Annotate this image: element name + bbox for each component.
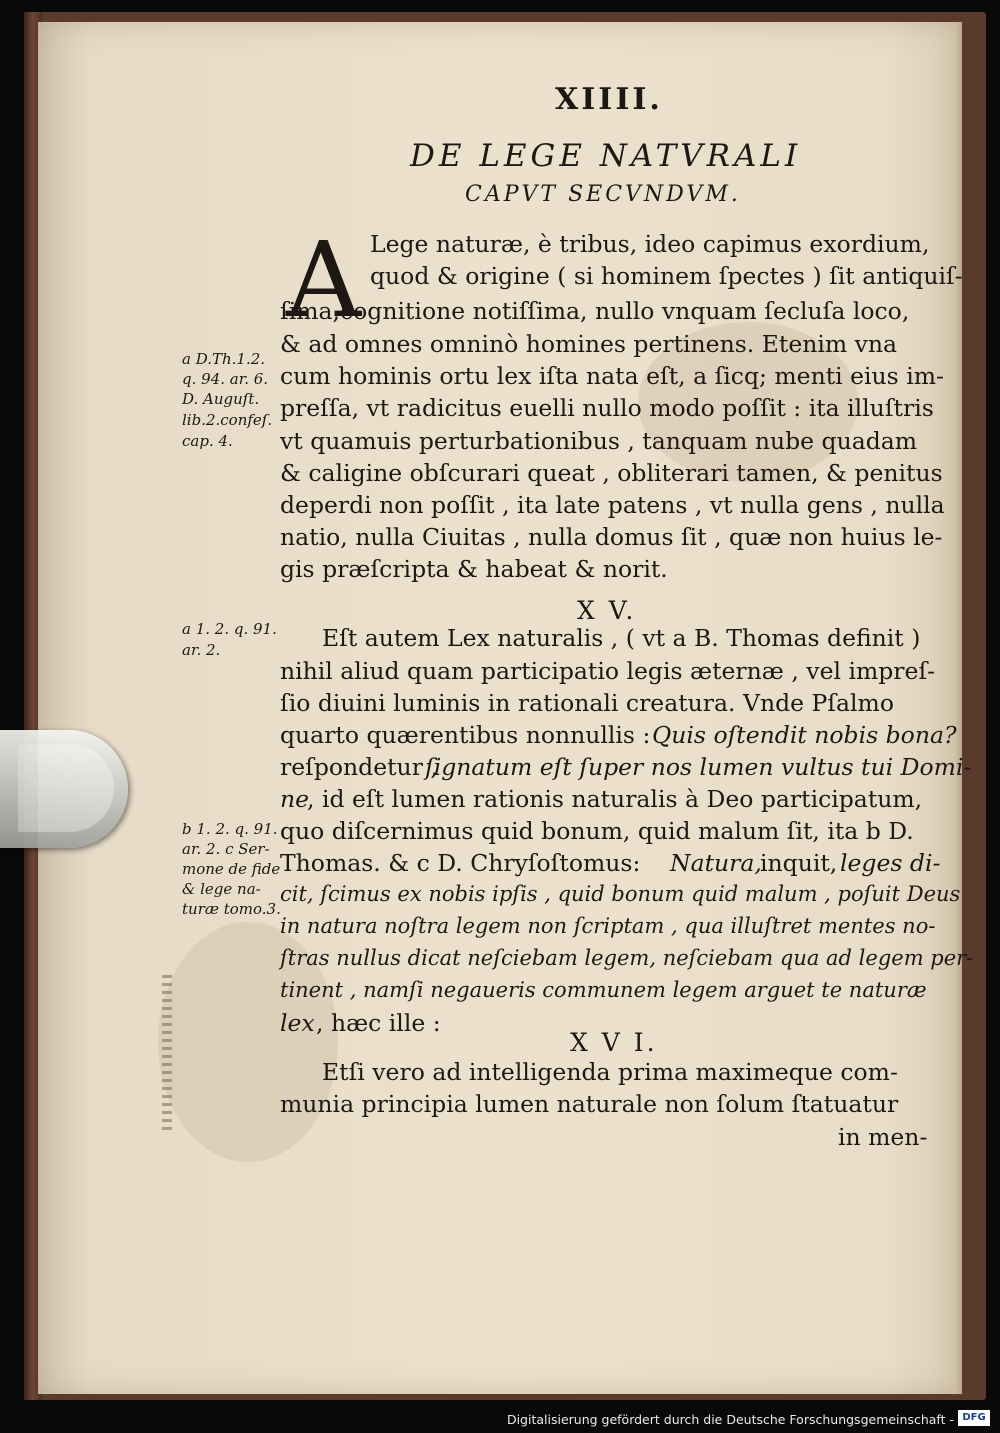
margin-note: q. 94. ar. 6. xyxy=(182,370,269,388)
text-line: Etſi vero ad intelligenda prima maximeque com- xyxy=(322,1058,898,1086)
margin-note: cap. 4. xyxy=(182,432,233,450)
text-line: inquit, xyxy=(760,849,838,877)
chapter-title: DE LEGE NATVRALI xyxy=(410,138,802,174)
text-line: reſpondetur , xyxy=(280,753,438,781)
text-line: vt quamuis perturbationibus , tanquam nube quadam xyxy=(280,427,918,455)
text-line: Thomas. & c D. Chryſoſtomus: xyxy=(280,849,641,877)
text-line: & caligine obſcurari queat , obliterari tamen, & penitus xyxy=(280,459,943,487)
text-line: munia principia lumen naturale non ſolum ſtatuatur xyxy=(280,1090,899,1118)
margin-note: ar. 2. c Ser- xyxy=(182,840,270,858)
margin-note: a D.Th.1.2. xyxy=(182,350,266,368)
text-line: deperdi non poſſit , ita late patens , vt nulla gens , nulla xyxy=(280,491,945,519)
margin-note: lib.2.confeſ. xyxy=(182,411,273,429)
text-line-italic: ne xyxy=(280,785,310,813)
text-line-italic: Natura, xyxy=(670,849,762,877)
text-line-italic: cit, ſcimus ex nobis ipſis , quid bonum quid malum , poſuit Deus xyxy=(280,882,961,906)
footer-bar xyxy=(0,1406,1000,1433)
text-line-italic: tinent , namſi negaueris communem legem arguet te naturæ xyxy=(280,978,927,1002)
text-line: gis præſcripta & habeat & norit. xyxy=(280,555,668,583)
funding-credit: Digitalisierung gefördert durch die Deutsche Forschungsgemeinschaft - xyxy=(506,1412,954,1427)
page-clip xyxy=(0,730,128,848)
text-line: ſima,cognitione notiſſima, nullo vnquam ſecluſa loco, xyxy=(280,297,910,325)
text-line-italic: Quis oſtendit nobis bona? xyxy=(652,721,957,749)
catchword: in men- xyxy=(838,1123,928,1151)
section-heading: X V I. xyxy=(570,1028,658,1057)
text-line: & ad omnes omninò homines pertinens. Etenim vna xyxy=(280,330,898,358)
page-edge xyxy=(956,22,962,1394)
chapter-subtitle: CAPVT SECVNDVM. xyxy=(465,182,741,207)
text-line-italic: lex xyxy=(280,1009,315,1037)
text-line-italic: in natura noſtra legem non ſcriptam , qua illuſtret mentes no- xyxy=(280,914,936,938)
text-line: ſio diuini luminis in rationali creatura. Vnde Pſalmo xyxy=(280,689,894,717)
margin-note: & lege na- xyxy=(182,880,261,898)
text-line: , hæc ille : xyxy=(316,1009,441,1037)
page-clip-highlight xyxy=(18,744,114,832)
text-line: , id eſt lumen rationis naturalis à Deo participatum, xyxy=(307,785,923,813)
margin-note: ar. 2. xyxy=(182,641,221,659)
page-number: XIIII. xyxy=(555,82,663,117)
text-line-italic: ſignatum eſt ſuper nos lumen vultus tui Domi- xyxy=(425,753,972,781)
margin-scribble xyxy=(162,975,172,1135)
text-line: quo diſcernimus quid bonum, quid malum ſit, ita b D. xyxy=(280,817,914,845)
margin-note: a 1. 2. q. 91. xyxy=(182,620,277,638)
text-line: cum hominis ortu lex iſta nata eſt, a ſicq; menti eius im- xyxy=(280,362,944,390)
text-line: preſſa, vt radicitus euelli nullo modo poſſit : ita illuſtris xyxy=(280,394,934,422)
text-line: Lege naturæ, è tribus, ideo capimus exordium, xyxy=(370,230,930,258)
dfg-logo-icon: DFG xyxy=(958,1410,990,1426)
text-line-italic: ſtras nullus dicat neſciebam legem, neſciebam qua ad legem per- xyxy=(280,946,974,970)
text-line-italic: leges di- xyxy=(840,849,941,877)
margin-note: mone de fide xyxy=(182,860,281,878)
text-line: natio, nulla Ciuitas , nulla domus ſit , quæ non huius le- xyxy=(280,523,943,551)
margin-note: b 1. 2. q. 91. xyxy=(182,820,278,838)
text-line: nihil aliud quam participatio legis æternæ , vel impreſ- xyxy=(280,657,936,685)
margin-note: D. Auguſt. xyxy=(182,390,260,408)
text-line: Eſt autem Lex naturalis , ( vt a B. Thomas definit ) xyxy=(322,624,921,652)
text-line: quarto quærentibus nonnullis : xyxy=(280,721,651,749)
margin-note: turæ tomo.3. xyxy=(182,900,281,918)
section-heading: X V. xyxy=(577,596,637,625)
drop-cap: A xyxy=(286,219,362,341)
text-line: quod & origine ( si hominem ſpectes ) ſit antiquiſ- xyxy=(370,262,963,290)
